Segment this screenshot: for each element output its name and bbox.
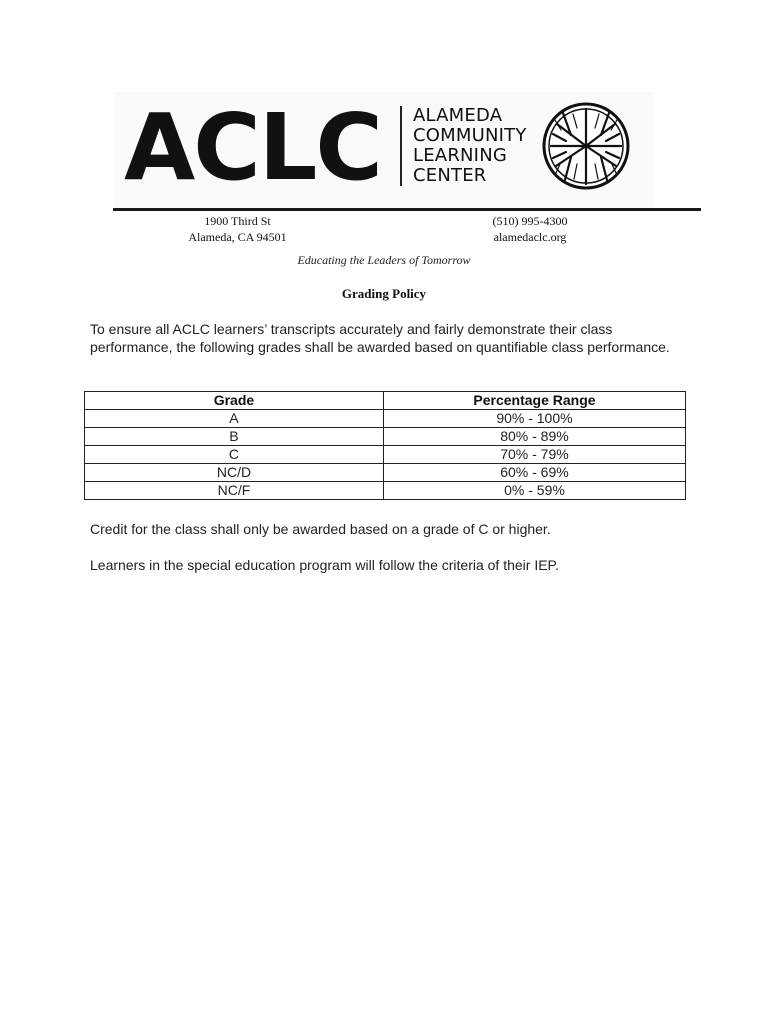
column-header-percentage-range: Percentage Range [383, 392, 685, 410]
table-row [85, 482, 686, 500]
percentage-range-cell: 70% - 79% [383, 446, 685, 464]
grade-cell: C [85, 446, 384, 464]
grading-table [84, 391, 686, 500]
grade-cell: B [85, 428, 384, 446]
address-line: 1900 Third St [204, 214, 271, 228]
page-title: Grading Policy [341, 286, 427, 301]
address-line: Alameda, CA 94501 [188, 230, 287, 244]
phone-number: (510) 995-4300 [492, 214, 568, 228]
table-row [85, 428, 686, 446]
grade-cell: A [85, 410, 384, 428]
column-header-grade: Grade [85, 392, 384, 410]
table-row [85, 446, 686, 464]
letterhead [114, 92, 654, 208]
table-row [85, 464, 686, 482]
table-header-row [85, 392, 686, 410]
intro-paragraph: To ensure all ACLC learners’ transcripts accurately and fairly demonstrate their class performance, the following grades shall be awarded based on quantifiable class performance. [90, 321, 670, 355]
grade-cell: NC/D [85, 464, 384, 482]
percentage-range-cell: 80% - 89% [383, 428, 685, 446]
logo-name-line: LEARNING [413, 145, 508, 166]
percentage-range-cell: 60% - 69% [383, 464, 685, 482]
header-rule [113, 208, 701, 211]
percentage-range-cell: 90% - 100% [383, 410, 685, 428]
logo-name-line: ALAMEDA [413, 105, 503, 126]
website: alamedaclc.org [493, 230, 567, 244]
logo-name-line: COMMUNITY [413, 125, 527, 146]
logo-divider [400, 106, 402, 186]
contact-block [455, 213, 605, 245]
grade-cell: NC/F [85, 482, 384, 500]
credit-note: Credit for the class shall only be awarded based on a grade of C or higher. [90, 521, 551, 537]
table-row [85, 410, 686, 428]
tagline: Educating the Leaders of Tomorrow [297, 253, 471, 267]
logo-wordmark: ACLC [124, 94, 381, 201]
iep-note: Learners in the special education program will follow the criteria of their IEP. [90, 557, 559, 573]
address-block [160, 213, 315, 245]
percentage-range-cell: 0% - 59% [383, 482, 685, 500]
tree-icon [541, 100, 631, 192]
logo-name-line: CENTER [413, 165, 487, 186]
